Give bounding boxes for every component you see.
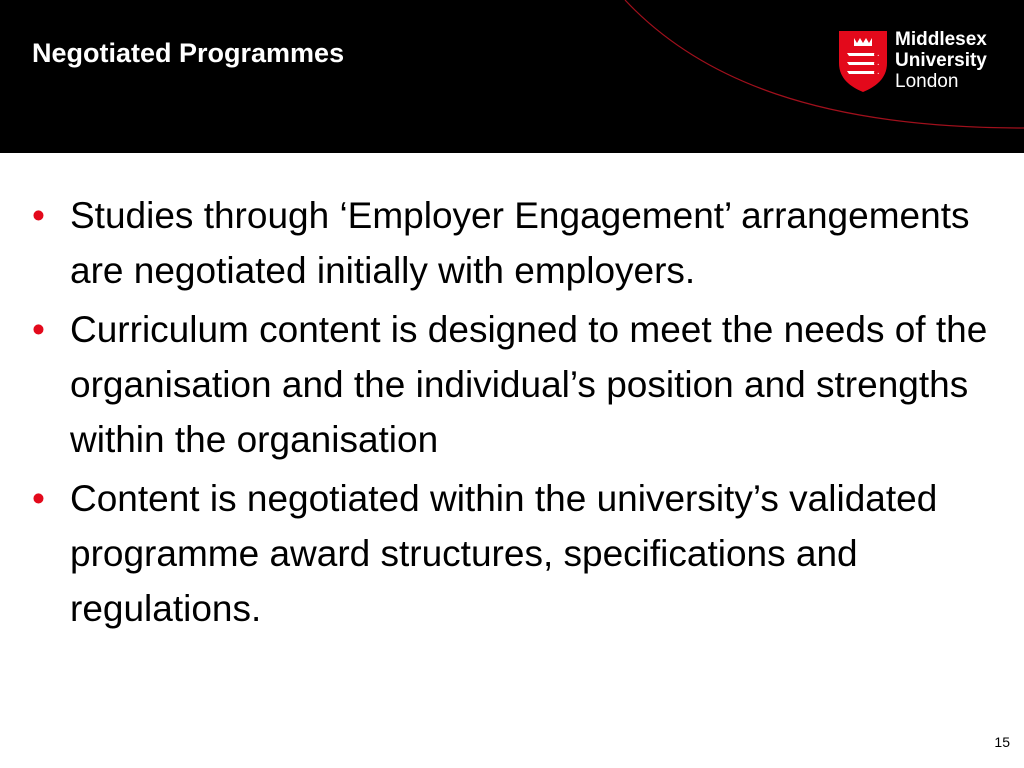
university-logo: [837, 29, 1007, 95]
logo-line-middlesex: Middlesex: [895, 29, 987, 50]
shield-icon: [837, 29, 889, 93]
bullet-item: [32, 302, 992, 467]
slide-title: Negotiated Programmes: [32, 38, 345, 68]
logo-wordmark: [895, 29, 987, 92]
bullet-marker: •: [32, 478, 45, 519]
bullet-marker: •: [32, 309, 45, 350]
page-number: 15: [994, 734, 1010, 750]
bullet-list: [32, 188, 992, 640]
bullet-text: Studies through ‘Employer Engagement’ arrangements are negotiated initially with employers.: [70, 195, 970, 291]
bullet-text: Content is negotiated within the university’s validated programme award structures, specifications and regulations.: [70, 478, 938, 629]
bullet-item: [32, 188, 992, 298]
bullet-item: [32, 471, 992, 636]
logo-line-london: London: [895, 71, 959, 92]
bullet-text: Curriculum content is designed to meet the needs of the organisation and the individual’s position and strengths within the organisation: [70, 309, 988, 460]
logo-line-university: University: [895, 50, 987, 71]
bullet-marker: •: [32, 195, 45, 236]
